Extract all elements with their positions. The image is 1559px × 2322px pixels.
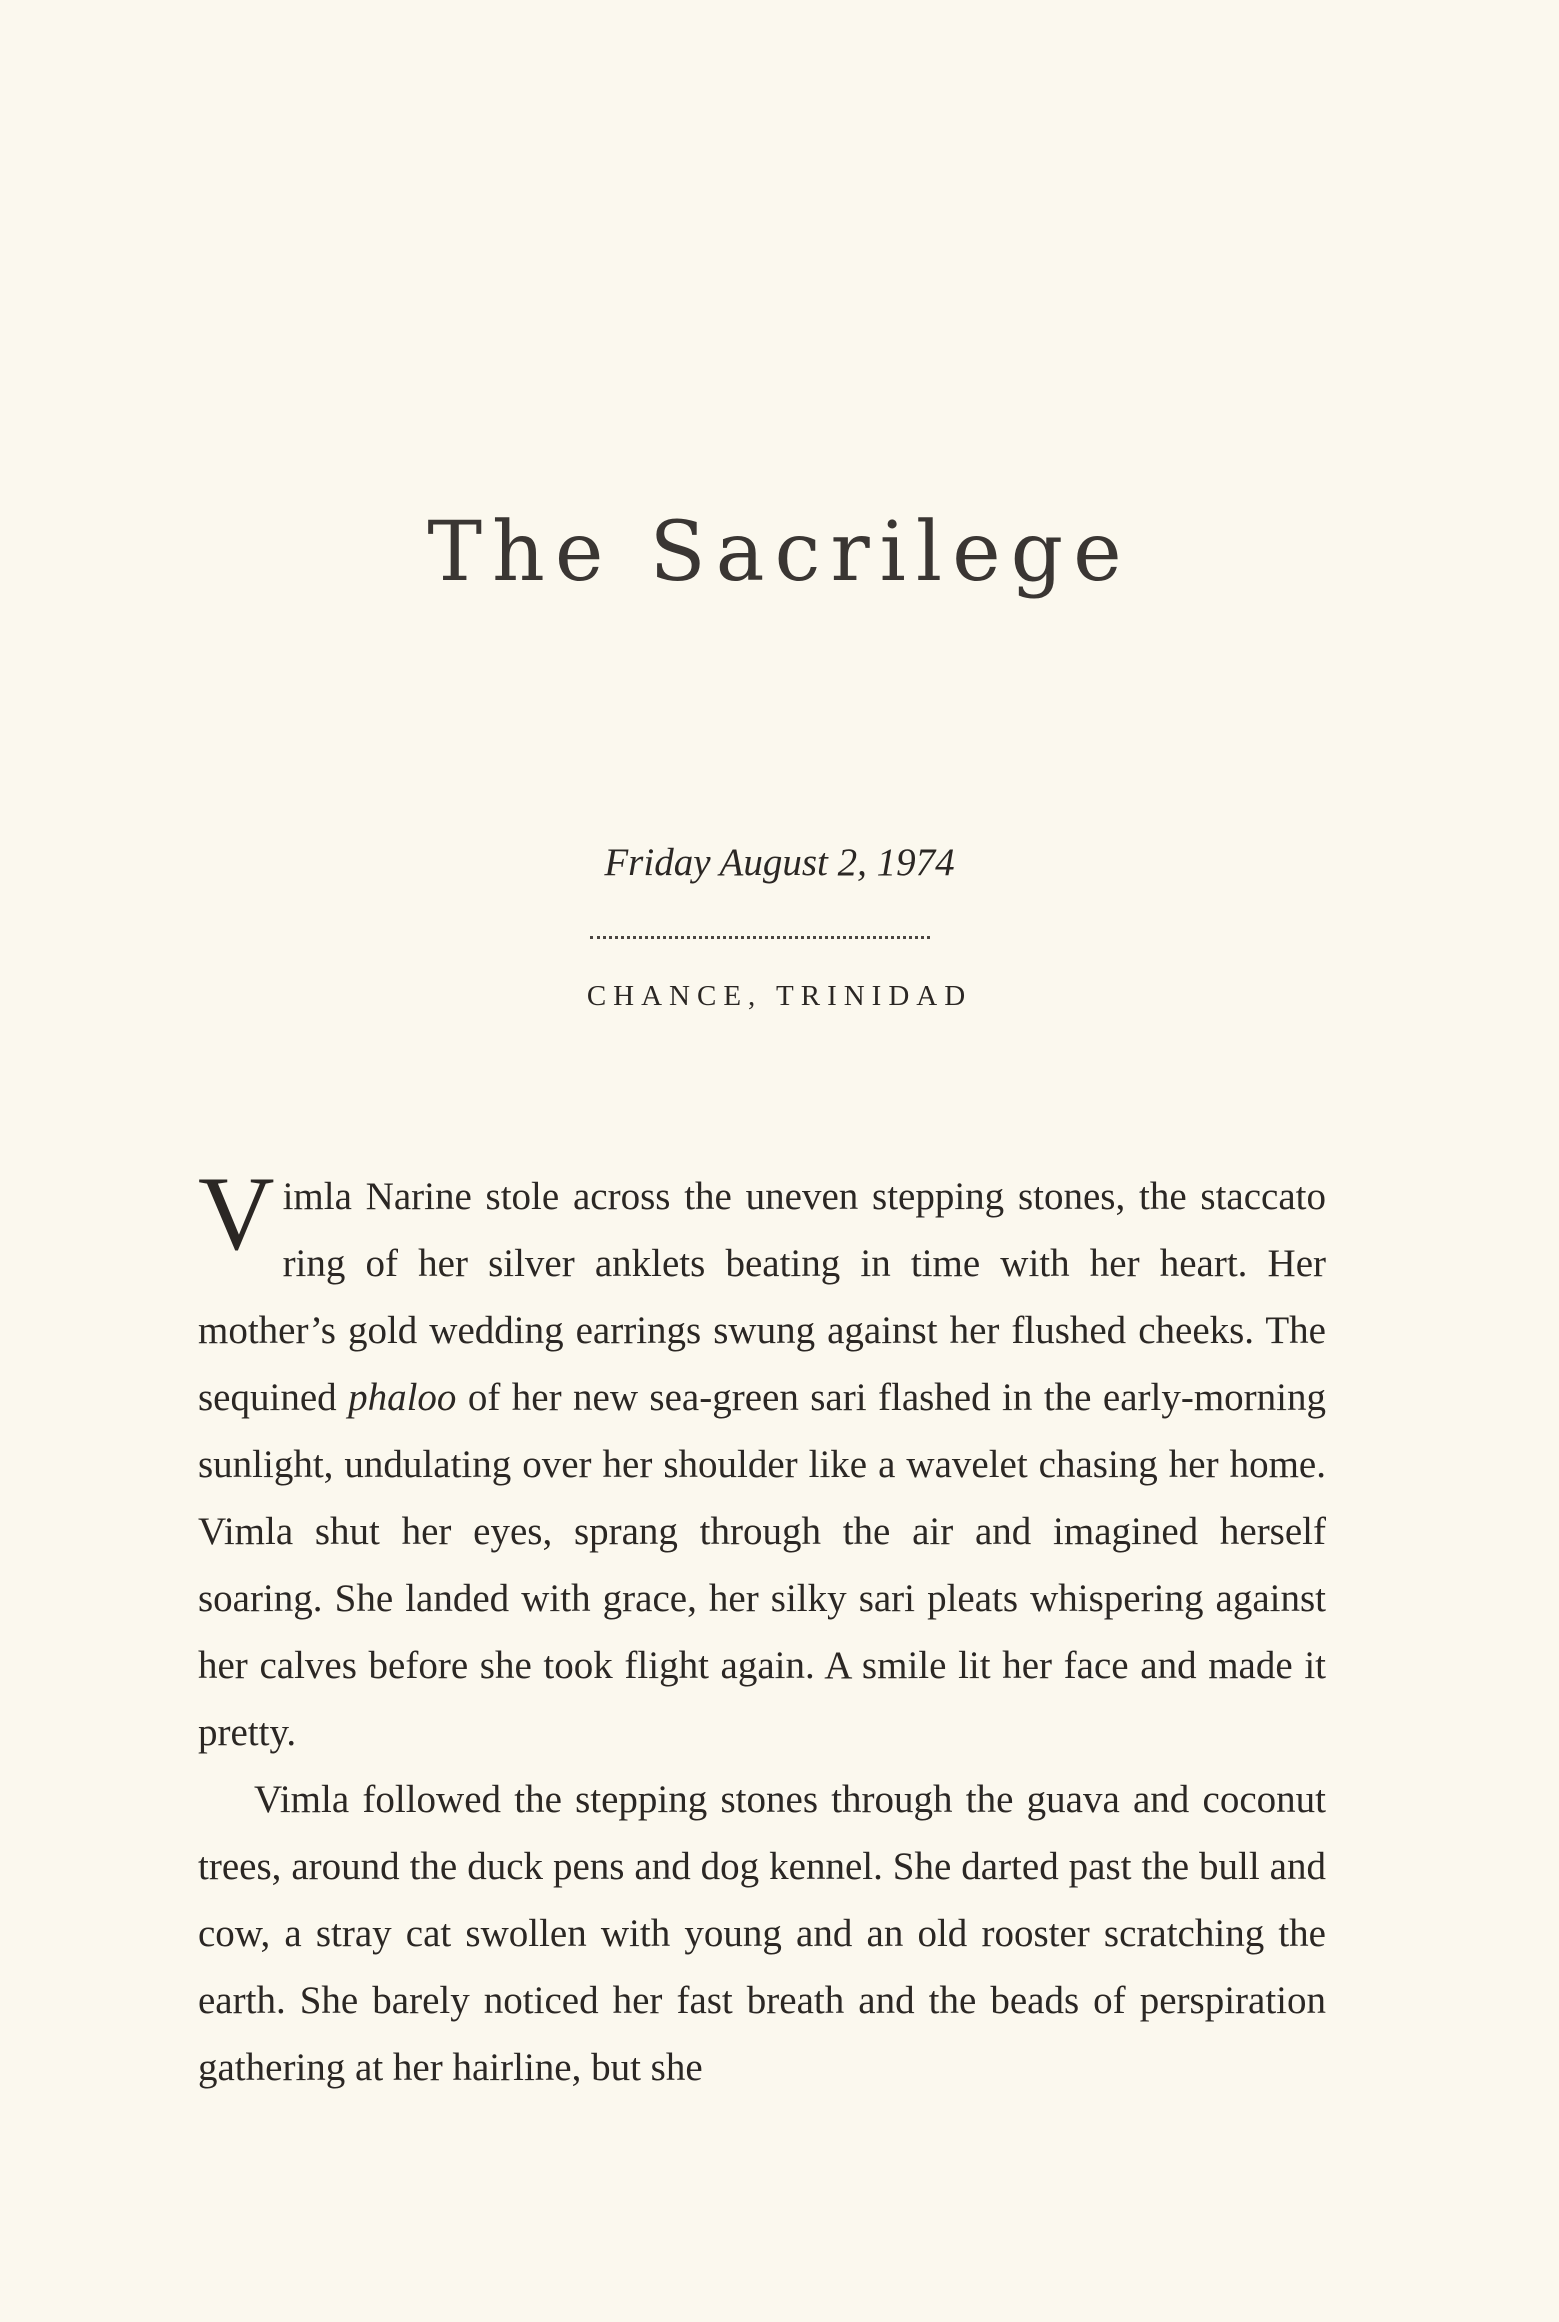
paragraph-2: Vimla followed the stepping stones through the guava and coconut trees, around the duck pens and dog kennel. She darted past the bull and cow, a stray cat swollen with young and an old rooster scratching the earth. She barely noticed her fast breath and the beads of perspiration gathering at her hairline, but she [198, 1778, 1326, 2089]
italic-term: phaloo [348, 1376, 457, 1419]
chapter-date: Friday August 2, 1974 [604, 841, 955, 884]
drop-cap: V [198, 1155, 275, 1272]
body-text [198, 1155, 1326, 2101]
chapter-title: The Sacrilege [427, 505, 1132, 600]
paragraph-1 [198, 1155, 1326, 1766]
paragraph-1-text-end: of her new sea-green sari flashed in the early-morning sunlight, undulating over her shoulder like a wavelet chasing her home. Vimla shut her eyes, sprang through the air and imagined herself soaring. She landed with grace, her silky sari pleats whispering against her calves before she took flight again. A smile lit her face and made it pretty. [198, 1376, 1326, 1754]
paragraph-1-text: imla Narine stole across the uneven stepping stones, the staccato ring of her silver anklets beating in time with her heart. Her mother’s gold wedding earrings swung against her flushed cheeks. The sequined [198, 1175, 1326, 1419]
chapter-location: CHANCE, TRINIDAD [586, 980, 973, 1012]
dotted-divider [590, 936, 930, 939]
